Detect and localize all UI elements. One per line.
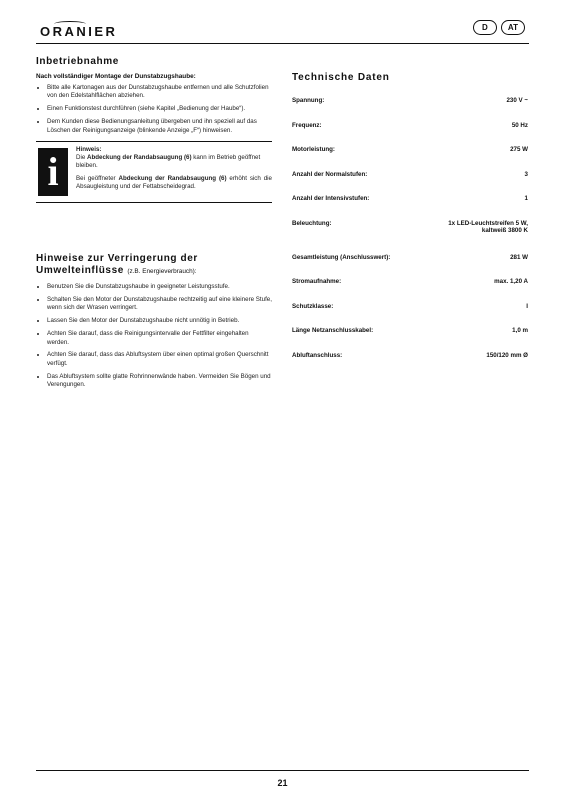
spec-row: Gesamtleistung (Anschlusswert): 281 W [292,253,528,261]
oranier-logo: ORANIER [40,24,118,39]
spec-row: Anzahl der Normalstufen: 3 [292,170,528,178]
section-title-inbetriebnahme: Inbetriebnahme [36,56,119,67]
inbetriebnahme-list [36,84,272,135]
list-item: • Achten Sie darauf, dass die Reinigungsintervalle der Fettfilter eingehalten werden. [47,330,272,347]
spec-row: Stromaufnahme: max. 1,20 A [292,278,528,285]
list-item: • Benutzen Sie die Dunstabzugshaube in geeigneter Leistungsstufe. [47,283,272,291]
spec-row: Schutzklasse: I [292,302,528,310]
spec-row: Länge Netzanschlusskabel: 1,0 m [292,327,528,334]
country-badge-at: AT [501,20,525,35]
umwelt-list [36,283,272,390]
spec-row: Anzahl der Intensivstufen: 1 [292,195,528,202]
note-paragraph-2: Bei geöffneter Abdeckung der Randabsaugung (6) erhöht sich die Absaugleistung und der Fettabscheidegrad. [76,174,272,190]
list-item: • Dem Kunden diese Bedienungsanleitung übergeben und ihn speziell auf das Löschen der Reinigungsanzeige (blinkende Anzeige „F“) hinweisen. [47,118,272,135]
spec-row: Frequenz: 50 Hz [292,121,528,129]
spec-row: Spannung: 230 V ~ [292,97,528,104]
section-title-umwelt: Hinweise zur Verringerung der Umwelteinflüsse (z.B. Energieverbrauch): [36,253,198,277]
country-badge-d: D [473,20,497,35]
environment-section [36,253,272,390]
info-icon: i [38,148,68,196]
list-item: • Lassen Sie den Motor der Dunstabzugshaube nicht unnötig in Betrieb. [47,317,272,325]
note-title: Hinweis: [76,146,102,154]
section-title-technische-daten: Technische Daten [292,72,390,83]
header-divider [36,43,529,44]
list-item: • Das Abluftsystem sollte glatte Rohrinnenwände haben. Vermeiden Sie Bögen und Verengungen. [47,373,272,390]
right-column [292,72,528,376]
list-item: • Achten Sie darauf, dass das Abluftsystem über einen optimal großen Querschnitt verfügt. [47,351,272,368]
footer-divider [36,770,529,771]
note-body [76,146,272,196]
left-column [36,56,272,394]
spec-row: Abluftanschluss: 150/120 mm Ø [292,351,528,359]
spec-row: Motorleistung: 275 W [292,146,528,153]
spec-row: Beleuchtung: 1x LED-Leuchtstreifen 5 W, kaltweiß 3800 K [292,219,528,234]
note-box [36,141,272,203]
list-item: • Bitte alle Kartonagen aus der Dunstabzugshaube entfernen und alle Schutzfolien von den Edelstahlflächen abziehen. [47,84,272,101]
section-subhead: Nach vollständiger Montage der Dunstabzugshaube: [36,73,196,80]
note-paragraph-1: Die Abdeckung der Randabsaugung (6) kann im Betrieb geöffnet bleiben. [76,154,261,170]
page-number: 21 [277,778,288,788]
list-item: • Schalten Sie den Motor der Dunstabzugshaube rechtzeitig auf eine kleinere Stufe, wenn sich der Wrasen verringert. [47,296,272,313]
country-badges [473,20,525,35]
list-item: • Einen Funktionstest durchführen (siehe Kapitel „Bedienung der Haube“). [47,105,272,113]
